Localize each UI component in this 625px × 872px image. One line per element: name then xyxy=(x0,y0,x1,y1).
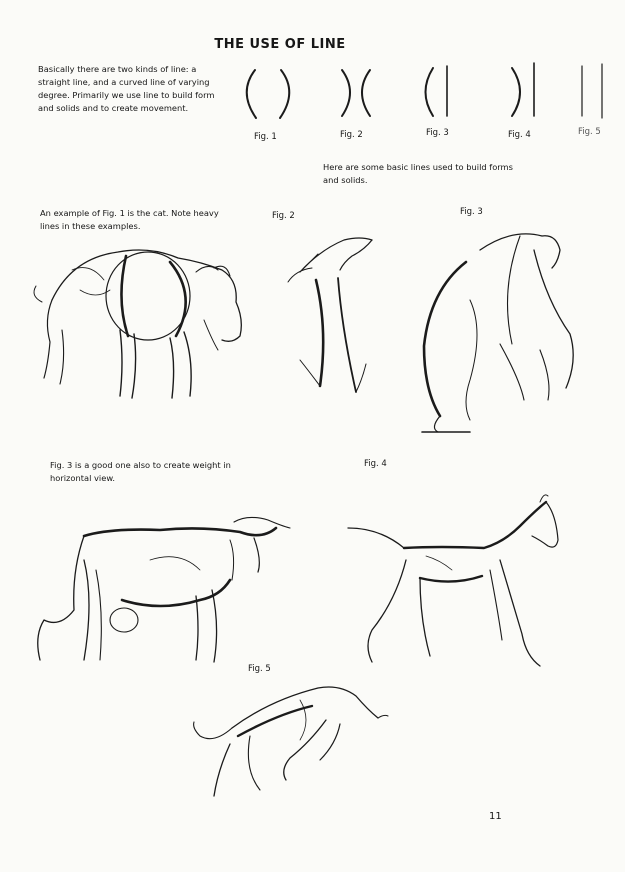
fig3-label: Fig. 3 xyxy=(426,128,449,138)
dog-fig-label: Fig. 5 xyxy=(248,664,271,674)
page-title: THE USE OF LINE xyxy=(214,37,346,52)
fig2-label: Fig. 2 xyxy=(340,130,363,140)
deer-fig-label: Fig. 2 xyxy=(272,211,295,221)
cat-note: An example of Fig. 1 is the cat. Note heavy lines in these examples. xyxy=(40,208,219,231)
intro-paragraph: Basically there are two kinds of line: a straight line, and a curved line of varying degree. Primarily we use line to build form and solids and to create movement. xyxy=(38,64,215,113)
weight-note: Fig. 3 is a good one also to create weight in horizontal view. xyxy=(50,460,231,483)
fig4-label: Fig. 4 xyxy=(508,130,531,140)
fig1-label: Fig. 1 xyxy=(254,132,277,142)
fig5-label: Fig. 5 xyxy=(578,127,601,137)
horse-fig-label: Fig. 4 xyxy=(364,459,387,469)
bear-fig-label: Fig. 3 xyxy=(460,207,483,217)
basic-lines-caption: Here are some basic lines used to build forms and solids. xyxy=(323,162,513,185)
page-number: 11 xyxy=(489,811,502,822)
